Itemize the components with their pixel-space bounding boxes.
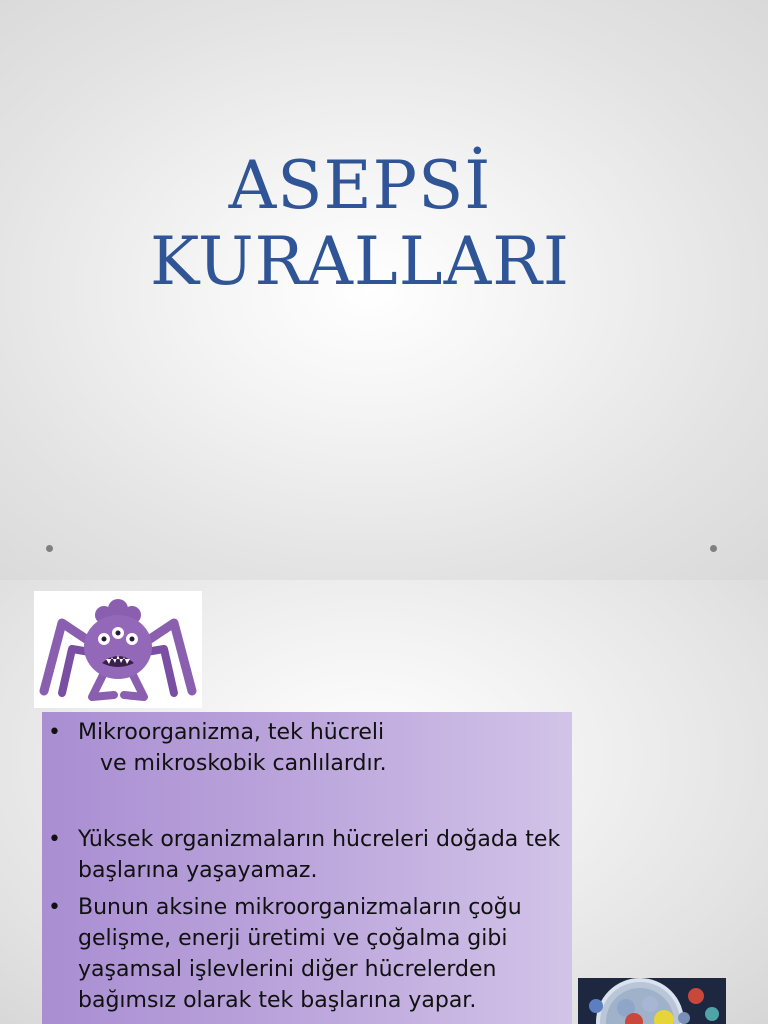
germ-monster-icon bbox=[34, 591, 202, 708]
bullet-item bbox=[42, 717, 562, 779]
slide-content bbox=[0, 580, 768, 1024]
title-line-2: KURALLARI bbox=[149, 223, 571, 300]
bullet-item bbox=[42, 824, 562, 886]
slide-gap-dot-right bbox=[710, 545, 717, 552]
bullet-item bbox=[42, 892, 562, 1016]
bullet-mark: • bbox=[48, 895, 61, 920]
slide-gap-dot-left bbox=[46, 545, 53, 552]
bullet-text-continued: ve mikroskobik canlılardır. bbox=[100, 751, 387, 776]
bullet-text: Yüksek organizmaların hücreleri doğada tek başlarına yaşayamaz. bbox=[78, 827, 561, 883]
bullet-text: Mikroorganizma, tek hücreli bbox=[78, 720, 385, 745]
title-line-1: ASEPSİ bbox=[228, 147, 492, 224]
microbes-icon bbox=[578, 978, 726, 1024]
germ-monster-image bbox=[34, 591, 202, 708]
bullet-text: Bunun aksine mikroorganizmaların çoğu gelişme, enerji üretimi ve çoğalma gibi yaşamsal işlevlerini diğer hücrelerden bağımsız olarak tek başlarına yapar. bbox=[78, 895, 522, 1013]
bullet-mark: • bbox=[48, 827, 61, 852]
info-textbox bbox=[42, 712, 572, 1024]
bullet-mark: • bbox=[48, 720, 61, 745]
microbes-thumbnail-image bbox=[578, 978, 726, 1024]
slide-title-heading bbox=[0, 148, 720, 300]
